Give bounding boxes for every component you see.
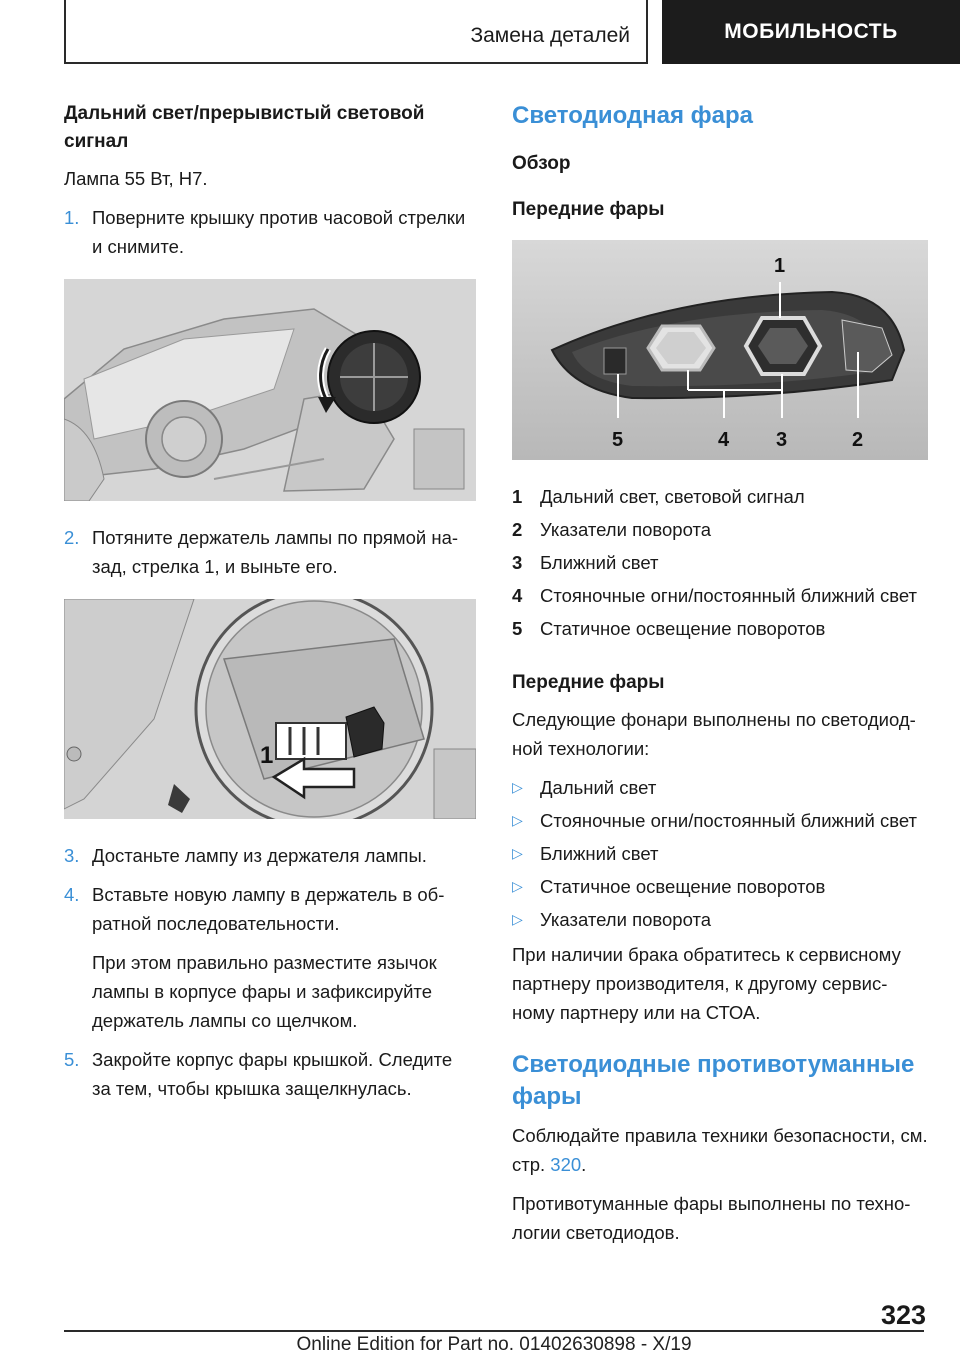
legend-text: Указатели поворота — [540, 519, 712, 540]
step-number: 4. — [64, 884, 80, 905]
legend-number: 1 — [512, 486, 523, 507]
page-link[interactable]: 320 — [550, 1154, 582, 1175]
front-lights-heading: Передние фары — [512, 199, 665, 220]
legend-item — [512, 482, 928, 511]
legend-number: 4 — [512, 585, 523, 606]
step-number: 5. — [64, 1049, 80, 1070]
step-5 — [64, 1045, 476, 1103]
legend-item — [512, 515, 928, 544]
legend-item — [512, 614, 928, 643]
figure-legend — [512, 482, 928, 643]
headlight-overview-illustration — [512, 240, 928, 460]
step-4 — [64, 880, 476, 1035]
front-lights-heading-2: Передние фары — [512, 672, 665, 693]
step-text: Потяните держатель лампы по прямой на-зад, стрелка 1, и выньте его. — [92, 527, 459, 577]
list-item — [512, 806, 928, 835]
page-number: 323 — [880, 1300, 926, 1330]
safety-end: . — [581, 1154, 587, 1175]
step-number: 2. — [64, 527, 80, 548]
triangle-bullet-icon: ▷ — [512, 779, 523, 795]
step-text-group — [92, 880, 476, 1035]
fog-description: Противотуманные фары выполнены по техно-логии светодиодов. — [512, 1193, 911, 1243]
callout-3: 3 — [776, 429, 788, 451]
holder-removal-illustration — [64, 599, 476, 819]
legend-item — [512, 548, 928, 577]
step-number: 1. — [64, 207, 80, 228]
led-intro: Следующие фонари выполнены по светодиод-ной технологии: — [512, 709, 916, 759]
list-item-text: Ближний свет — [540, 843, 659, 864]
triangle-bullet-icon: ▷ — [512, 845, 523, 861]
triangle-bullet-icon: ▷ — [512, 812, 523, 828]
cover-removal-illustration — [64, 279, 476, 501]
steps-list-c — [64, 841, 476, 1103]
legend-number: 2 — [512, 519, 523, 540]
high-beam-heading: Дальний свет/прерывистый световой сигнал — [64, 103, 425, 152]
callout-2: 2 — [852, 429, 864, 451]
service-note: При наличии брака обратитесь к сервисному партнеру производителя, к другому сервис-ному партнеру или на СТОА. — [512, 944, 901, 1023]
legend-text: Статичное освещение поворотов — [540, 618, 826, 639]
callout-1: 1 — [774, 255, 786, 277]
callout-5: 5 — [612, 429, 624, 451]
step-3 — [64, 841, 476, 870]
safety-text: Соблюдайте правила техники безопасности, см. стр. — [512, 1125, 928, 1175]
steps-list-a — [64, 203, 476, 261]
step-text: Закройте корпус фары крышкой. Следите за тем, чтобы крышка защелкнулась. — [92, 1049, 453, 1099]
list-item-text: Стояночные огни/постоянный ближний свет — [540, 810, 917, 831]
step-1 — [64, 203, 476, 261]
step-subtext: При этом правильно разместите язычок лампы в корпусе фары и зафиксируйте держатель лампы со щелчком. — [92, 952, 437, 1031]
list-item — [512, 872, 928, 901]
list-item-text: Статичное освещение поворотов — [540, 876, 826, 897]
figure-headlight-overview — [512, 240, 928, 460]
step-number: 3. — [64, 845, 80, 866]
list-item — [512, 905, 928, 934]
led-list — [512, 773, 928, 934]
figure-callout-1: 1 — [260, 742, 274, 769]
footer-divider — [64, 1330, 924, 1332]
legend-number: 3 — [512, 552, 523, 573]
overview-heading: Обзор — [512, 153, 571, 174]
list-item — [512, 839, 928, 868]
led-headlight-heading: Светодиодная фара — [512, 102, 754, 129]
callout-4: 4 — [718, 429, 730, 451]
chapter-title: МОБИЛЬНОСТЬ — [662, 0, 960, 64]
left-column — [64, 100, 476, 1113]
right-column — [512, 100, 928, 1257]
list-item-text: Указатели поворота — [540, 909, 712, 930]
header-frame — [64, 0, 648, 64]
step-text: Достаньте лампу из держателя лампы. — [92, 845, 427, 866]
figure-holder-removal — [64, 599, 476, 819]
legend-text: Дальний свет, световой сигнал — [540, 486, 805, 507]
legend-text: Стояночные огни/постоянный ближний свет — [540, 585, 917, 606]
legend-number: 5 — [512, 618, 523, 639]
step-text: Поверните крышку против часовой стрелки и снимите. — [92, 207, 466, 257]
triangle-bullet-icon: ▷ — [512, 878, 523, 894]
list-item — [512, 773, 928, 802]
section-title: Замена деталей — [470, 24, 630, 47]
edition-footer: Online Edition for Part no. 01402630898 - X/19 — [296, 1334, 692, 1355]
legend-text: Ближний свет — [540, 552, 659, 573]
figure-cover-removal — [64, 279, 476, 501]
safety-note — [512, 1121, 928, 1179]
list-item-text: Дальний свет — [540, 777, 657, 798]
triangle-bullet-icon: ▷ — [512, 911, 523, 927]
step-2 — [64, 523, 476, 581]
step-text: Вставьте новую лампу в держатель в об-ратной последовательности. — [92, 884, 445, 934]
steps-list-b — [64, 523, 476, 581]
led-fog-heading: Светодиодные противотуманные фары — [512, 1051, 915, 1110]
lamp-spec: Лампа 55 Вт, H7. — [64, 168, 208, 189]
legend-item — [512, 581, 928, 610]
